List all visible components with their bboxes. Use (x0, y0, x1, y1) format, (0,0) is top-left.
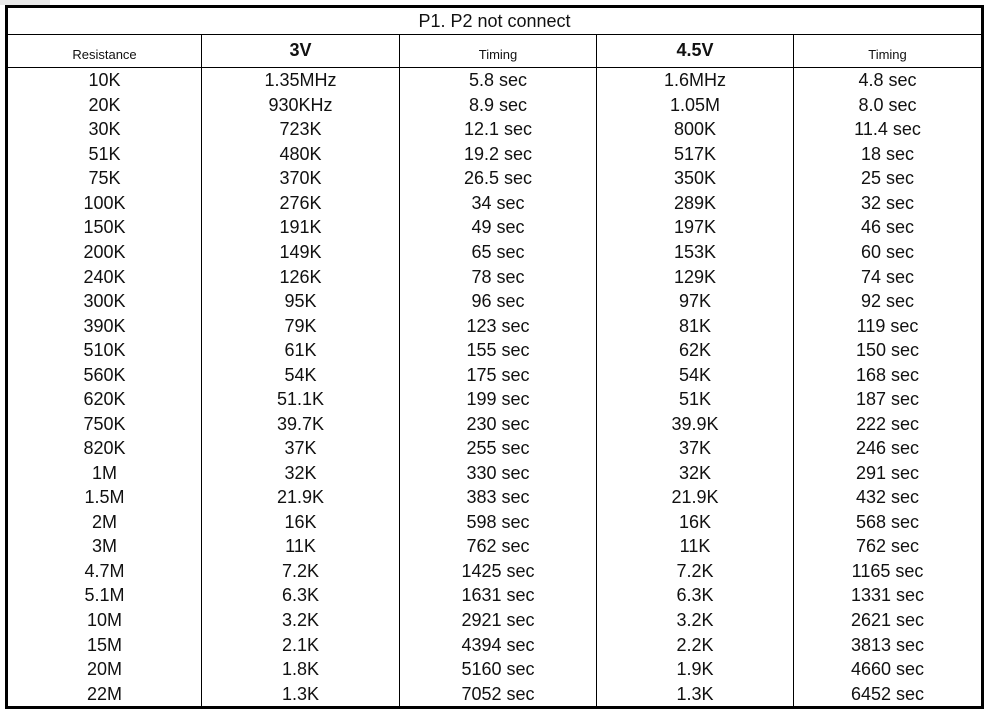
table-row (8, 93, 982, 118)
cell-timing-4-5v: 11.4 sec (794, 117, 982, 142)
table-row (8, 264, 982, 289)
cell-resistance: 390K (8, 313, 202, 338)
cell-timing-3v: 175 sec (400, 362, 597, 387)
cell-frequency-3v: 95K (202, 289, 400, 314)
header-resistance: Resistance (8, 35, 202, 68)
cell-frequency-4-5v: 1.9K (597, 657, 794, 682)
cell-timing-4-5v: 150 sec (794, 338, 982, 363)
cell-frequency-3v: 480K (202, 142, 400, 167)
cell-timing-3v: 19.2 sec (400, 142, 597, 167)
cell-timing-3v: 78 sec (400, 264, 597, 289)
cell-frequency-3v: 1.8K (202, 657, 400, 682)
cell-frequency-3v: 2.1K (202, 632, 400, 657)
table-row (8, 191, 982, 216)
header-3v: 3V (202, 35, 400, 68)
table-row (8, 313, 982, 338)
cell-frequency-3v: 723K (202, 117, 400, 142)
table-header-row (8, 35, 982, 68)
cell-timing-4-5v: 8.0 sec (794, 93, 982, 118)
cell-timing-3v: 8.9 sec (400, 93, 597, 118)
cell-frequency-4-5v: 16K (597, 510, 794, 535)
table-row (8, 657, 982, 682)
cell-frequency-3v: 79K (202, 313, 400, 338)
cell-frequency-4-5v: 21.9K (597, 485, 794, 510)
header-4-5v: 4.5V (597, 35, 794, 68)
cell-timing-3v: 230 sec (400, 411, 597, 436)
cell-timing-4-5v: 32 sec (794, 191, 982, 216)
table-row (8, 338, 982, 363)
frequency-timing-table (7, 7, 982, 707)
cell-frequency-4-5v: 1.05M (597, 93, 794, 118)
cell-resistance: 20K (8, 93, 202, 118)
table-row (8, 68, 982, 93)
cell-timing-4-5v: 291 sec (794, 461, 982, 486)
cell-frequency-3v: 6.3K (202, 583, 400, 608)
cell-timing-3v: 2921 sec (400, 608, 597, 633)
table-row (8, 289, 982, 314)
cell-frequency-3v: 191K (202, 215, 400, 240)
table-row (8, 534, 982, 559)
cell-resistance: 22M (8, 681, 202, 706)
cell-resistance: 240K (8, 264, 202, 289)
cell-resistance: 15M (8, 632, 202, 657)
table-row (8, 485, 982, 510)
cell-timing-3v: 65 sec (400, 240, 597, 265)
cell-timing-4-5v: 187 sec (794, 387, 982, 412)
cell-frequency-4-5v: 54K (597, 362, 794, 387)
table-row (8, 632, 982, 657)
cell-timing-4-5v: 762 sec (794, 534, 982, 559)
table-row (8, 387, 982, 412)
cell-resistance: 620K (8, 387, 202, 412)
cell-timing-3v: 1425 sec (400, 559, 597, 584)
cell-timing-3v: 7052 sec (400, 681, 597, 706)
cell-frequency-3v: 1.3K (202, 681, 400, 706)
cell-timing-4-5v: 168 sec (794, 362, 982, 387)
cell-resistance: 820K (8, 436, 202, 461)
cell-timing-3v: 26.5 sec (400, 166, 597, 191)
table-row (8, 215, 982, 240)
cell-timing-3v: 5.8 sec (400, 68, 597, 93)
cell-frequency-4-5v: 97K (597, 289, 794, 314)
cell-frequency-4-5v: 129K (597, 264, 794, 289)
cell-timing-4-5v: 4660 sec (794, 657, 982, 682)
cell-frequency-4-5v: 3.2K (597, 608, 794, 633)
table-body (8, 68, 982, 707)
cell-timing-4-5v: 3813 sec (794, 632, 982, 657)
table-row (8, 166, 982, 191)
cell-frequency-4-5v: 7.2K (597, 559, 794, 584)
cell-frequency-3v: 39.7K (202, 411, 400, 436)
cell-frequency-3v: 16K (202, 510, 400, 535)
cell-timing-3v: 96 sec (400, 289, 597, 314)
cell-timing-4-5v: 568 sec (794, 510, 982, 535)
cell-timing-4-5v: 119 sec (794, 313, 982, 338)
cell-frequency-3v: 7.2K (202, 559, 400, 584)
cell-timing-3v: 49 sec (400, 215, 597, 240)
cell-frequency-4-5v: 62K (597, 338, 794, 363)
cell-frequency-3v: 370K (202, 166, 400, 191)
cell-frequency-4-5v: 1.3K (597, 681, 794, 706)
cell-timing-3v: 762 sec (400, 534, 597, 559)
header-timing-3v: Timing (400, 35, 597, 68)
cell-resistance: 30K (8, 117, 202, 142)
cell-frequency-4-5v: 153K (597, 240, 794, 265)
cell-timing-3v: 12.1 sec (400, 117, 597, 142)
cell-resistance: 300K (8, 289, 202, 314)
cell-timing-3v: 598 sec (400, 510, 597, 535)
cell-frequency-4-5v: 6.3K (597, 583, 794, 608)
cell-timing-3v: 123 sec (400, 313, 597, 338)
cell-timing-4-5v: 6452 sec (794, 681, 982, 706)
header-timing-4-5v: Timing (794, 35, 982, 68)
table-title: P1. P2 not connect (8, 8, 982, 35)
cell-timing-3v: 383 sec (400, 485, 597, 510)
table-row (8, 681, 982, 706)
cell-resistance: 10K (8, 68, 202, 93)
cell-frequency-3v: 32K (202, 461, 400, 486)
cell-timing-4-5v: 25 sec (794, 166, 982, 191)
table-row (8, 583, 982, 608)
cell-resistance: 51K (8, 142, 202, 167)
cell-frequency-3v: 11K (202, 534, 400, 559)
cell-resistance: 510K (8, 338, 202, 363)
cell-resistance: 200K (8, 240, 202, 265)
cell-timing-4-5v: 1165 sec (794, 559, 982, 584)
cell-timing-4-5v: 246 sec (794, 436, 982, 461)
data-table-frame (5, 5, 984, 709)
cell-resistance: 75K (8, 166, 202, 191)
cell-frequency-3v: 1.35MHz (202, 68, 400, 93)
cell-resistance: 560K (8, 362, 202, 387)
cell-frequency-3v: 149K (202, 240, 400, 265)
cell-frequency-4-5v: 800K (597, 117, 794, 142)
table-row (8, 510, 982, 535)
table-row (8, 362, 982, 387)
cell-frequency-4-5v: 197K (597, 215, 794, 240)
cell-frequency-4-5v: 39.9K (597, 411, 794, 436)
cell-frequency-3v: 3.2K (202, 608, 400, 633)
cell-frequency-4-5v: 32K (597, 461, 794, 486)
cell-timing-3v: 330 sec (400, 461, 597, 486)
table-row (8, 240, 982, 265)
cell-resistance: 20M (8, 657, 202, 682)
cell-frequency-3v: 21.9K (202, 485, 400, 510)
cell-resistance: 2M (8, 510, 202, 535)
cell-timing-4-5v: 46 sec (794, 215, 982, 240)
cell-timing-4-5v: 1331 sec (794, 583, 982, 608)
cell-frequency-4-5v: 51K (597, 387, 794, 412)
table-row (8, 117, 982, 142)
cell-frequency-4-5v: 11K (597, 534, 794, 559)
cell-timing-4-5v: 222 sec (794, 411, 982, 436)
cell-timing-4-5v: 92 sec (794, 289, 982, 314)
cell-frequency-3v: 51.1K (202, 387, 400, 412)
cell-frequency-4-5v: 1.6MHz (597, 68, 794, 93)
cell-timing-4-5v: 60 sec (794, 240, 982, 265)
table-row (8, 436, 982, 461)
cell-frequency-4-5v: 2.2K (597, 632, 794, 657)
cell-timing-3v: 5160 sec (400, 657, 597, 682)
cell-frequency-3v: 54K (202, 362, 400, 387)
cell-frequency-4-5v: 289K (597, 191, 794, 216)
cell-timing-3v: 34 sec (400, 191, 597, 216)
table-row (8, 461, 982, 486)
cell-frequency-3v: 61K (202, 338, 400, 363)
cell-timing-4-5v: 74 sec (794, 264, 982, 289)
cell-frequency-3v: 930KHz (202, 93, 400, 118)
table-row (8, 142, 982, 167)
table-row (8, 411, 982, 436)
cell-resistance: 1M (8, 461, 202, 486)
cell-resistance: 4.7M (8, 559, 202, 584)
cell-timing-4-5v: 18 sec (794, 142, 982, 167)
cell-resistance: 150K (8, 215, 202, 240)
cell-frequency-3v: 276K (202, 191, 400, 216)
cell-timing-3v: 155 sec (400, 338, 597, 363)
cell-frequency-4-5v: 517K (597, 142, 794, 167)
cell-resistance: 3M (8, 534, 202, 559)
cell-timing-3v: 1631 sec (400, 583, 597, 608)
cell-resistance: 750K (8, 411, 202, 436)
table-title-row (8, 8, 982, 35)
cell-frequency-4-5v: 37K (597, 436, 794, 461)
cell-timing-3v: 4394 sec (400, 632, 597, 657)
cell-frequency-3v: 37K (202, 436, 400, 461)
cell-resistance: 5.1M (8, 583, 202, 608)
cell-timing-3v: 255 sec (400, 436, 597, 461)
cell-timing-4-5v: 2621 sec (794, 608, 982, 633)
cell-frequency-4-5v: 81K (597, 313, 794, 338)
cell-resistance: 1.5M (8, 485, 202, 510)
cell-frequency-4-5v: 350K (597, 166, 794, 191)
table-row (8, 559, 982, 584)
cell-frequency-3v: 126K (202, 264, 400, 289)
cell-timing-3v: 199 sec (400, 387, 597, 412)
cell-timing-4-5v: 432 sec (794, 485, 982, 510)
cell-resistance: 100K (8, 191, 202, 216)
cell-resistance: 10M (8, 608, 202, 633)
cell-timing-4-5v: 4.8 sec (794, 68, 982, 93)
table-row (8, 608, 982, 633)
